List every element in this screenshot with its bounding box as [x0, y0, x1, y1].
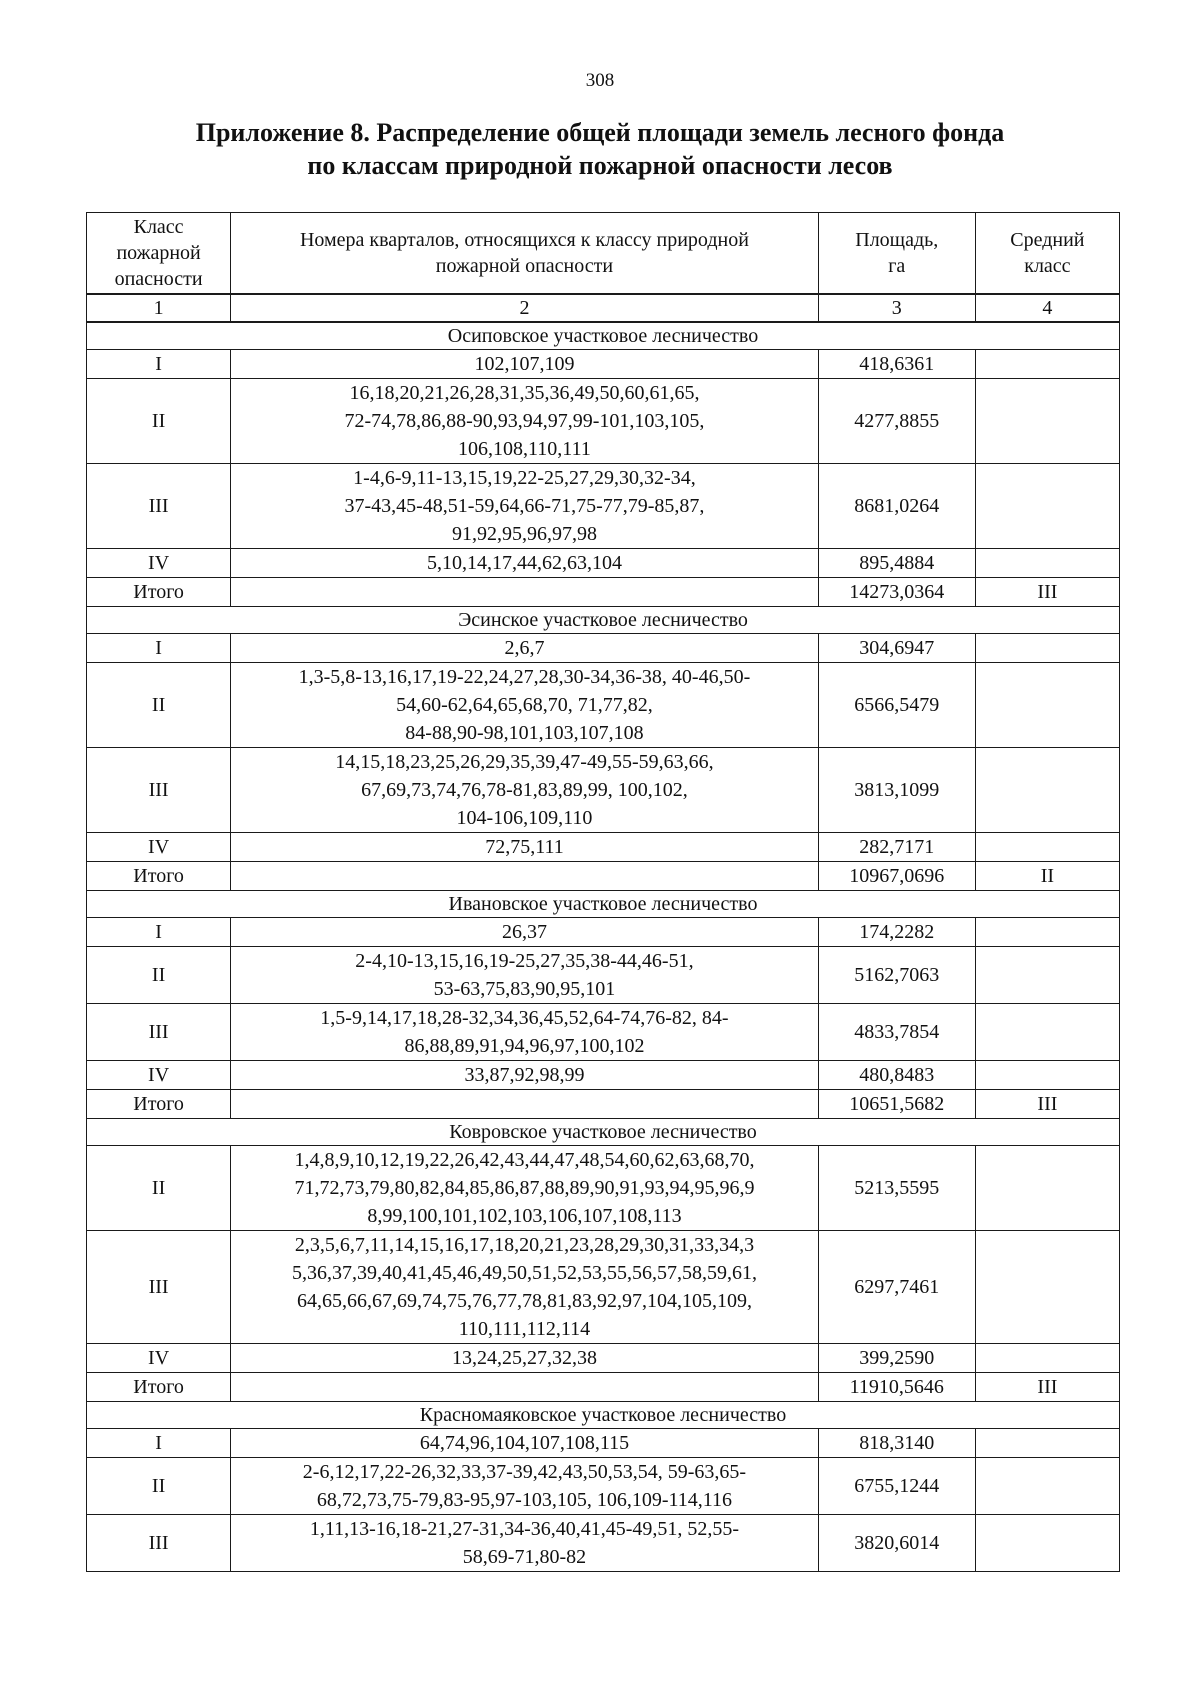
area-cell: 895,4884: [818, 549, 975, 578]
area-cell: 418,6361: [818, 350, 975, 379]
table-row: [87, 1515, 1120, 1572]
fire-class-cell: Итого: [87, 1373, 231, 1402]
average-class-cell: [975, 1458, 1119, 1515]
fire-class-cell: Итого: [87, 1090, 231, 1119]
average-class-cell: [975, 464, 1119, 549]
average-class-cell: [975, 379, 1119, 464]
fire-class-cell: I: [87, 918, 231, 947]
table-row: [87, 833, 1120, 862]
quarter-numbers-cell: [231, 663, 819, 748]
column-number-row: [87, 294, 1120, 322]
section-header-row: [87, 891, 1120, 918]
area-cell: 6297,7461: [818, 1231, 975, 1344]
forestry-name: Осиповское участковое лесничество: [87, 322, 1120, 350]
quarter-numbers-cell: [231, 1004, 819, 1061]
average-class-cell: [975, 549, 1119, 578]
table-row: [87, 748, 1120, 833]
quarter-numbers-line: 68,72,73,75-79,83-95,97-103,105, 106,109-114,116: [316, 1489, 733, 1511]
quarter-numbers-line: 1,11,13-16,18-21,27-31,34-36,40,41,45-49,51, 52,55-: [309, 1518, 740, 1540]
quarter-numbers-line: 5,36,37,39,40,41,45,46,49,50,51,52,53,55,56,57,58,59,61,: [291, 1262, 757, 1284]
page-title-line-1: Приложение 8. Распределение общей площади земель лесного фонда: [195, 118, 1005, 147]
quarter-numbers-line: 33,87,92,98,99: [464, 1064, 585, 1086]
fire-class-cell: II: [87, 379, 231, 464]
quarter-numbers-line: 1,5-9,14,17,18,28-32,34,36,45,52,64-74,76-82, 84-: [320, 1007, 729, 1029]
average-class-cell: [975, 947, 1119, 1004]
area-cell: 174,2282: [818, 918, 975, 947]
average-class-cell: [975, 1429, 1119, 1458]
fire-class-cell: I: [87, 350, 231, 379]
fire-class-cell: Итого: [87, 578, 231, 607]
quarter-numbers-line: 64,74,96,104,107,108,115: [419, 1432, 630, 1454]
table-row: [87, 1004, 1120, 1061]
area-cell: 304,6947: [818, 634, 975, 663]
quarter-numbers-line: 14,15,18,23,25,26,29,35,39,47-49,55-59,63,66,: [335, 751, 714, 773]
average-class-cell: [975, 663, 1119, 748]
header-average-class: Средний класс: [975, 213, 1119, 295]
quarter-numbers-cell: [231, 833, 819, 862]
area-cell: 10651,5682: [818, 1090, 975, 1119]
page-title: [0, 116, 1200, 182]
quarter-numbers-line: 91,92,95,96,97,98: [451, 523, 597, 545]
fire-class-cell: II: [87, 1146, 231, 1231]
quarter-numbers-line: 72,75,111: [485, 836, 564, 858]
average-class-cell: [975, 1146, 1119, 1231]
fire-class-cell: II: [87, 1458, 231, 1515]
quarter-numbers-line: 84-88,90-98,101,103,107,108: [405, 722, 644, 744]
quarter-numbers-cell: [231, 1090, 819, 1119]
quarter-numbers-line: [234, 862, 815, 890]
quarter-numbers-line: 2,3,5,6,7,11,14,15,16,17,18,20,21,23,28,29,30,31,33,34,3: [294, 1234, 755, 1256]
area-cell: 3813,1099: [818, 748, 975, 833]
table-row: [87, 918, 1120, 947]
table-row: [87, 947, 1120, 1004]
table-row: [87, 1231, 1120, 1344]
table-row: [87, 1090, 1120, 1119]
quarter-numbers-line: 5,10,14,17,44,62,63,104: [426, 552, 622, 574]
quarter-numbers-cell: [231, 1429, 819, 1458]
quarter-numbers-cell: [231, 634, 819, 663]
average-class-cell: [975, 1061, 1119, 1090]
quarter-numbers-line: [234, 578, 815, 606]
quarter-numbers-cell: [231, 862, 819, 891]
quarter-numbers-cell: [231, 1344, 819, 1373]
fire-class-cell: Итого: [87, 862, 231, 891]
quarter-numbers-line: 2-4,10-13,15,16,19-25,27,35,38-44,46-51,: [355, 950, 694, 972]
quarter-numbers-line: 102,107,109: [474, 353, 575, 375]
quarter-numbers-line: 106,108,110,111: [458, 438, 591, 460]
table-row: [87, 663, 1120, 748]
area-cell: 10967,0696: [818, 862, 975, 891]
area-cell: 3820,6014: [818, 1515, 975, 1572]
fire-class-cell: IV: [87, 833, 231, 862]
area-cell: 818,3140: [818, 1429, 975, 1458]
quarter-numbers-line: 37-43,45-48,51-59,64,66-71,75-77,79-85,87,: [344, 495, 705, 517]
header-quarters: Номера кварталов, относящихся к классу природной пожарной опасности: [231, 213, 819, 295]
average-class-cell: III: [975, 578, 1119, 607]
quarter-numbers-cell: [231, 1458, 819, 1515]
quarter-numbers-line: 104-106,109,110: [456, 807, 593, 829]
forestry-name: Ивановское участковое лесничество: [87, 891, 1120, 918]
fire-class-cell: IV: [87, 1344, 231, 1373]
area-cell: 5162,7063: [818, 947, 975, 1004]
quarter-numbers-cell: [231, 464, 819, 549]
quarter-numbers-cell: [231, 748, 819, 833]
table-row: [87, 379, 1120, 464]
area-cell: 6755,1244: [818, 1458, 975, 1515]
quarter-numbers-cell: [231, 578, 819, 607]
quarter-numbers-cell: [231, 549, 819, 578]
quarter-numbers-line: 26,37: [501, 921, 547, 943]
fire-class-cell: III: [87, 1515, 231, 1572]
table-row: [87, 549, 1120, 578]
table-row: [87, 464, 1120, 549]
quarter-numbers-cell: [231, 379, 819, 464]
section-header-row: [87, 607, 1120, 634]
quarter-numbers-cell: [231, 350, 819, 379]
forestry-name: Красномаяковское участковое лесничество: [87, 1402, 1120, 1429]
average-class-cell: [975, 1344, 1119, 1373]
quarter-numbers-line: 53-63,75,83,90,95,101: [433, 978, 616, 1000]
header-area: Площадь, га: [818, 213, 975, 295]
header-class: Класс пожарной опасности: [87, 213, 231, 295]
forestry-name: Ковровское участковое лесничество: [87, 1119, 1120, 1146]
quarter-numbers-line: 8,99,100,101,102,103,106,107,108,113: [367, 1205, 682, 1227]
table-row: [87, 350, 1120, 379]
average-class-cell: [975, 918, 1119, 947]
table-row: [87, 1344, 1120, 1373]
forestry-name: Эсинское участковое лесничество: [87, 607, 1120, 634]
average-class-cell: [975, 1004, 1119, 1061]
table-row: [87, 1146, 1120, 1231]
quarter-numbers-line: 71,72,73,79,80,82,84,85,86,87,88,89,90,91,93,94,95,96,9: [294, 1177, 755, 1199]
quarter-numbers-line: 86,88,89,91,94,96,97,100,102: [404, 1035, 645, 1057]
quarter-numbers-line: 1,4,8,9,10,12,19,22,26,42,43,44,47,48,54,60,62,63,68,70,: [294, 1149, 755, 1171]
area-cell: 5213,5595: [818, 1146, 975, 1231]
area-cell: 6566,5479: [818, 663, 975, 748]
fire-class-cell: I: [87, 1429, 231, 1458]
page-title-line-2: по классам природной пожарной опасности лесов: [307, 151, 893, 180]
fire-class-cell: II: [87, 947, 231, 1004]
table-row: [87, 634, 1120, 663]
average-class-cell: [975, 634, 1119, 663]
average-class-cell: [975, 350, 1119, 379]
area-cell: 480,8483: [818, 1061, 975, 1090]
quarter-numbers-line: 54,60-62,64,65,68,70, 71,77,82,: [396, 694, 653, 716]
average-class-cell: [975, 833, 1119, 862]
quarter-numbers-line: 1,3-5,8-13,16,17,19-22,24,27,28,30-34,36-38, 40-46,50-: [298, 666, 751, 688]
column-number: 1: [87, 294, 231, 322]
area-cell: 399,2590: [818, 1344, 975, 1373]
quarter-numbers-cell: [231, 918, 819, 947]
area-cell: 11910,5646: [818, 1373, 975, 1402]
column-number: 3: [818, 294, 975, 322]
table-row: [87, 1373, 1120, 1402]
quarter-numbers-line: [234, 1373, 815, 1401]
quarter-numbers-line: 64,65,66,67,69,74,75,76,77,78,81,83,92,97,104,105,109,: [296, 1290, 752, 1312]
quarter-numbers-line: 72-74,78,86,88-90,93,94,97,99-101,103,105,: [344, 410, 705, 432]
fire-class-cell: III: [87, 464, 231, 549]
average-class-cell: [975, 1515, 1119, 1572]
table-row: [87, 862, 1120, 891]
fire-class-cell: IV: [87, 549, 231, 578]
area-cell: 4277,8855: [818, 379, 975, 464]
section-header-row: [87, 322, 1120, 350]
table-row: [87, 578, 1120, 607]
quarter-numbers-cell: [231, 1373, 819, 1402]
quarter-numbers-cell: [231, 947, 819, 1004]
page-number: 308: [585, 70, 615, 91]
quarter-numbers-line: 58,69-71,80-82: [462, 1546, 587, 1568]
average-class-cell: III: [975, 1373, 1119, 1402]
column-number: 4: [975, 294, 1119, 322]
average-class-cell: II: [975, 862, 1119, 891]
quarter-numbers-cell: [231, 1146, 819, 1231]
table-row: [87, 1458, 1120, 1515]
area-cell: 4833,7854: [818, 1004, 975, 1061]
quarter-numbers-line: 13,24,25,27,32,38: [451, 1347, 597, 1369]
quarter-numbers-line: 16,18,20,21,26,28,31,35,36,49,50,60,61,65,: [349, 382, 700, 404]
fire-class-cell: I: [87, 634, 231, 663]
column-number: 2: [231, 294, 819, 322]
quarter-numbers-line: 67,69,73,74,76,78-81,83,89,99, 100,102,: [361, 779, 688, 801]
average-class-cell: [975, 1231, 1119, 1344]
table-row: [87, 1429, 1120, 1458]
table-row: [87, 1061, 1120, 1090]
area-cell: 282,7171: [818, 833, 975, 862]
fire-class-cell: III: [87, 748, 231, 833]
section-header-row: [87, 1402, 1120, 1429]
quarter-numbers-cell: [231, 1231, 819, 1344]
quarter-numbers-line: 1-4,6-9,11-13,15,19,22-25,27,29,30,32-34,: [353, 467, 696, 489]
fire-class-cell: IV: [87, 1061, 231, 1090]
area-cell: 8681,0264: [818, 464, 975, 549]
fire-class-cell: II: [87, 663, 231, 748]
fire-class-cell: III: [87, 1004, 231, 1061]
quarter-numbers-line: 2-6,12,17,22-26,32,33,37-39,42,43,50,53,54, 59-63,65-: [302, 1461, 747, 1483]
quarter-numbers-line: 2,6,7: [504, 637, 545, 659]
section-header-row: [87, 1119, 1120, 1146]
average-class-cell: [975, 748, 1119, 833]
fire-danger-table: [86, 212, 1120, 1572]
average-class-cell: III: [975, 1090, 1119, 1119]
area-cell: 14273,0364: [818, 578, 975, 607]
table-header-row: [87, 213, 1120, 295]
quarter-numbers-cell: [231, 1061, 819, 1090]
quarter-numbers-line: 110,111,112,114: [458, 1318, 591, 1340]
fire-class-cell: III: [87, 1231, 231, 1344]
quarter-numbers-cell: [231, 1515, 819, 1572]
quarter-numbers-line: [234, 1090, 815, 1118]
